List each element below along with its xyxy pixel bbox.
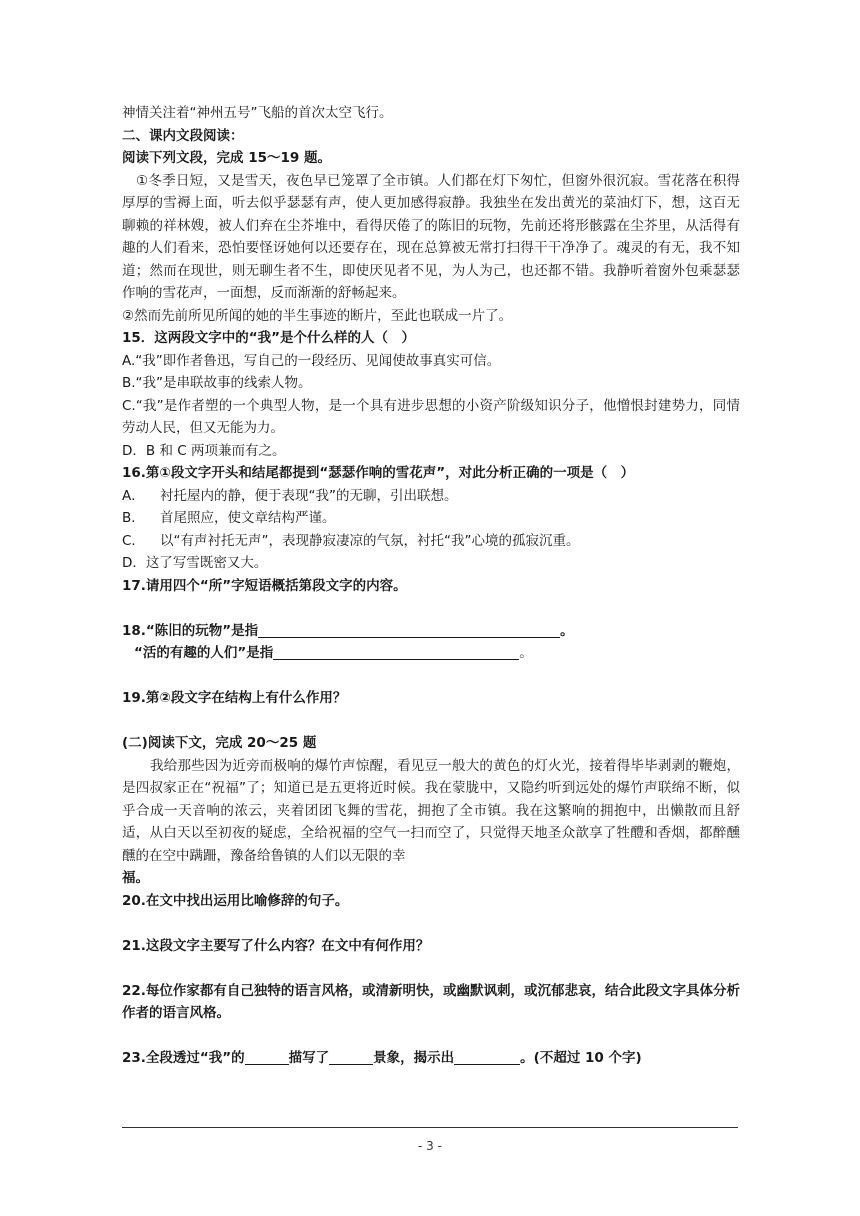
question-22: 22.每位作家都有自己独特的语言风格，或清新明快，或幽默讽刺，或沉郁悲哀，结合此段文字具体分析作者的语言风格。 <box>122 982 740 1021</box>
answer-blank[interactable] <box>258 621 560 638</box>
option-16a <box>122 485 740 508</box>
answer-blank[interactable] <box>273 643 519 660</box>
passage-paragraph-3: 我给那些因为近旁而极响的爆竹声惊醒，看见豆一般大的黄色的灯火光，接着得毕毕剥剥的鞭炮，是四叔家正在“祝福”了；知道已是五更将近时候。我在蒙胧中，又隐约听到远处的爆竹声联绵不断，似乎合成一天音响的浓云，夹着团团飞舞的雪花，拥抱了全市镇。我在这繁响的拥抱中，出懒散而且舒适，从白天以至初夜的疑虑，全给祝福的空气一扫而空了，只觉得天地圣众歆享了牲醴和香烟，都醉醺醺的在空中蹒跚，豫备给鲁镇的人们以无限的幸 <box>122 757 740 864</box>
answer-space <box>122 710 740 733</box>
question-17: 17.请用四个“所”字短语概括第段文字的内容。 <box>122 577 407 594</box>
answer-blank[interactable] <box>454 1048 520 1065</box>
instruction: 阅读下列文段，完成 15～19 题。 <box>122 150 331 166</box>
question-text: 。 <box>519 645 533 661</box>
text-line: 神情关注着“神州五号”飞船的首次太空飞行。 <box>122 105 393 121</box>
option-letter: B． <box>122 510 145 526</box>
option-16b <box>122 507 740 530</box>
page-number: - 3 - <box>418 1139 442 1153</box>
option-letter: A． <box>122 487 145 504</box>
question-text: 。 <box>560 622 574 639</box>
section-heading: 二、课内文段阅读： <box>122 127 244 144</box>
answer-space <box>122 597 740 620</box>
option-15a: A.“我”即作者鲁迅，写自己的一段经历、见闻使故事真实可信。 <box>122 352 501 369</box>
answer-space <box>122 1025 740 1048</box>
question-16: 16.第①段文字开头和结尾都提到“瑟瑟作响的雪花声”，对此分析正确的一项是（ ） <box>122 465 635 481</box>
question-text: 18.“陈旧的玩物”是指 <box>122 622 259 639</box>
option-15d: D．B 和 C 两项兼而有之。 <box>122 442 286 459</box>
question-19: 19.第②段文字在结构上有什么作用？ <box>122 690 347 706</box>
passage-paragraph-2: ②然而先前所见所闻的她的半生事迹的断片，至此也联成一片了。 <box>122 307 513 324</box>
question-23 <box>122 1047 740 1070</box>
passage-paragraph-3-end: 福。 <box>122 870 149 886</box>
option-16c <box>122 530 740 553</box>
option-15c: C.“我”是作者塑的一个典型人物，是一个具有进步思想的小资产阶级知识分子，他憎恨封建势力，同情劳动人民，但又无能为力。 <box>122 397 740 436</box>
question-text: 。(不超过 10 个字) <box>520 1050 642 1066</box>
footer-divider <box>122 1127 738 1128</box>
section-heading-2: (二)阅读下文，完成 20～25 题 <box>122 735 317 751</box>
answer-space <box>122 665 740 688</box>
option-15b: B.“我”是串联故事的线索人物。 <box>122 375 312 391</box>
option-16d: D．这了写雪既密又大。 <box>122 555 268 571</box>
option-text: 以“有声衬托无声”，表现静寂凄凉的气氛，衬托“我”心境的孤寂沉重。 <box>160 532 580 549</box>
question-text: 描写了 <box>288 1050 330 1066</box>
question-text: “活的有趣的人们”是指 <box>134 645 274 661</box>
question-20: 20.在文中找出运用比喻修辞的句子。 <box>122 892 349 909</box>
answer-space <box>122 957 740 980</box>
question-18a <box>122 620 740 643</box>
page-content <box>122 102 740 1070</box>
passage-paragraph-1: ①冬季日短，又是雪天，夜色早已笼罩了全市镇。人们都在灯下匆忙，但窗外很沉寂。雪花落在积得厚厚的雪褥上面，听去似乎瑟瑟有声，使人更加感得寂静。我独坐在发出黄光的菜油灯下，想，这百无聊赖的祥林嫂，被人们弃在尘芥堆中，看得厌倦了的陈旧的玩物，先前还将形骸露在尘芥里，从活得有趣的人们看来，恐怕要怪讶她何以还要存在，现在总算被无常打扫得干干净净了。魂灵的有无，我不知道；然而在现世，则无聊生者不生，即使厌见者不见，为人为己，也还都不错。我静听着窗外包乘瑟瑟作响的雪花声，一面想，反而渐渐的舒畅起来。 <box>122 172 740 301</box>
question-21: 21.这段文字主要写了什么内容？在文中有何作用？ <box>122 937 430 954</box>
question-15: 15．这两段文字中的“我”是个什么样的人（ ） <box>122 330 416 346</box>
answer-space <box>122 912 740 935</box>
answer-blank[interactable] <box>329 1048 373 1065</box>
option-letter: C． <box>122 532 145 549</box>
answer-blank[interactable] <box>245 1048 289 1065</box>
question-text: 23.全段透过“我”的 <box>122 1050 245 1066</box>
option-text: 衬托屋内的静，便于表现“我”的无聊，引出联想。 <box>160 487 458 504</box>
question-18b <box>122 642 740 665</box>
question-text: 景象，揭示出 <box>373 1050 455 1066</box>
option-text: 首尾照应，使文章结构严谨。 <box>160 510 336 526</box>
